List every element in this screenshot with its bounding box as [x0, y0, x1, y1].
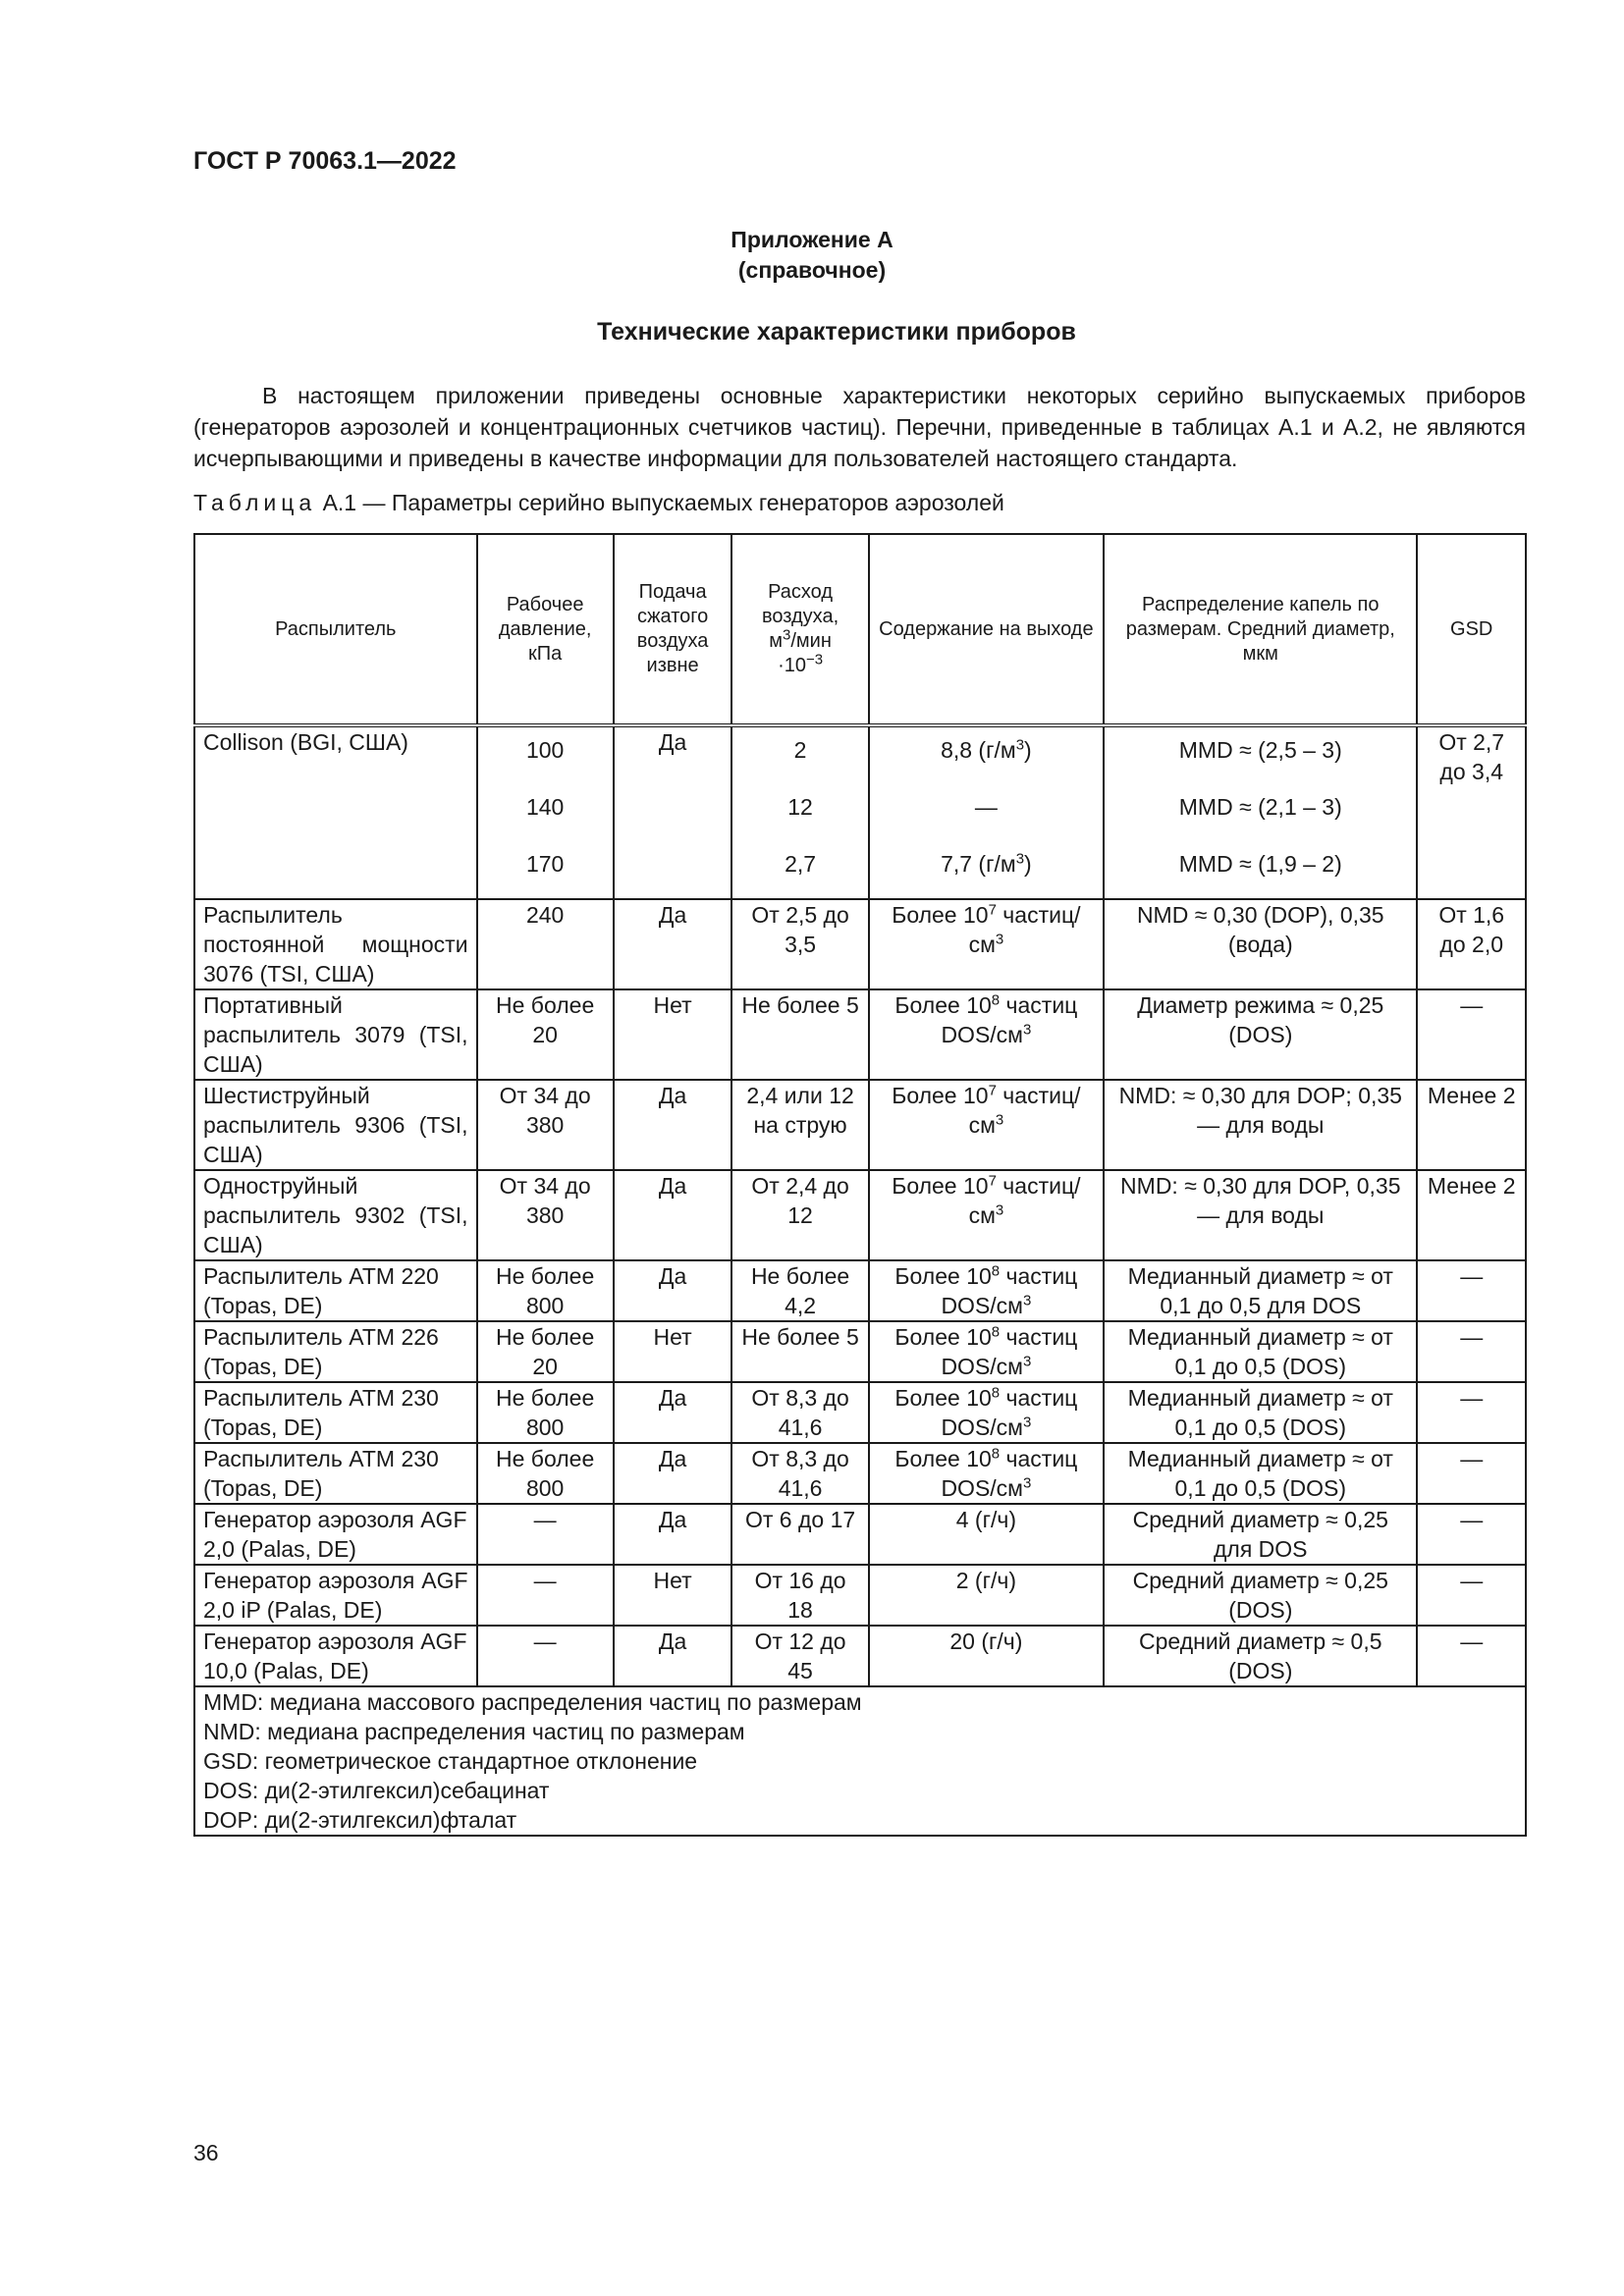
cell-content: 2 (г/ч) [869, 1565, 1104, 1626]
content-text: частиц DOS/см [941, 992, 1078, 1047]
note-line: DOP: ди(2-этилгексил)фталат [203, 1807, 517, 1833]
content-text: Более 10 [894, 992, 992, 1018]
content-sup: 3 [1022, 1353, 1032, 1370]
sub-value: 2,7 [785, 851, 817, 877]
content-text: частиц DOS/см [941, 1263, 1078, 1318]
cell-supply: Нет [614, 989, 732, 1080]
cell-content: 20 (г/ч) [869, 1626, 1104, 1686]
cell-sprayer: Collison (BGI, США) [194, 725, 477, 899]
cell-pressure: — [477, 1565, 614, 1626]
cell-supply: Да [614, 1504, 732, 1565]
header-gsd: GSD [1417, 534, 1526, 725]
cell-gsd: Менее 2 [1417, 1170, 1526, 1260]
note-line: GSD: геометрическое стандартное отклонение [203, 1748, 698, 1774]
cell-airflow: Не более 5 [731, 1321, 868, 1382]
cell-airflow: Не более 4,2 [731, 1260, 868, 1321]
table-row [194, 899, 1526, 989]
cell-content: 4 (г/ч) [869, 1504, 1104, 1565]
cell-content [869, 725, 1104, 899]
cell-pressure: От 34 до 380 [477, 1170, 614, 1260]
cell-supply: Да [614, 1170, 732, 1260]
sub-value [878, 727, 1095, 784]
table-row [194, 1443, 1526, 1504]
cell-gsd: — [1417, 989, 1526, 1080]
table-row [194, 1504, 1526, 1565]
cell-airflow: От 6 до 17 [731, 1504, 868, 1565]
cell-sprayer: Портативный распылитель 3079 (TSI, США) [194, 989, 477, 1080]
note-line: NMD: медиана распределения частиц по размерам [203, 1719, 745, 1744]
content-text: Более 10 [894, 1385, 992, 1411]
table-row [194, 989, 1526, 1080]
cell-sprayer: Генератор аэрозоля AGF 10,0 (Palas, DE) [194, 1626, 477, 1686]
content-text: Более 10 [892, 1173, 989, 1199]
cell-supply: Нет [614, 1565, 732, 1626]
content-sup: 8 [991, 1445, 1001, 1463]
cell-pressure: — [477, 1504, 614, 1565]
content-sup: 8 [991, 1323, 1001, 1341]
cell-distribution: Медианный диаметр ≈ от 0,1 до 0,5 (DOS) [1104, 1382, 1417, 1443]
header-supply: Подача сжатого воздуха извне [614, 534, 732, 725]
table-row [194, 1321, 1526, 1382]
sub-value [878, 841, 1095, 898]
table-notes [194, 1686, 1526, 1836]
header-airflow-unit-rest: /мин [790, 630, 832, 652]
sub-value: 2 [793, 737, 807, 763]
cell-distribution: Медианный диаметр ≈ от 0,1 до 0,5 для DOS [1104, 1260, 1417, 1321]
table-row [194, 1382, 1526, 1443]
cell-content [869, 1321, 1104, 1382]
cell-gsd: От 1,6 до 2,0 [1417, 899, 1526, 989]
cell-sprayer: Распылитель постоянной мощности 3076 (TSI, США) [194, 899, 477, 989]
cell-supply: Нет [614, 1321, 732, 1382]
content-text: частиц DOS/см [941, 1385, 1078, 1440]
content-text: частиц/см [968, 902, 1081, 957]
cell-distribution: Средний диаметр ≈ 0,25 для DOS [1104, 1504, 1417, 1565]
cell-gsd: — [1417, 1260, 1526, 1321]
cell-sprayer: Генератор аэрозоля AGF 2,0 iP (Palas, DE) [194, 1565, 477, 1626]
cell-sprayer: Генератор аэрозоля AGF 2,0 (Palas, DE) [194, 1504, 477, 1565]
cell-distribution: NMD ≈ 0,30 (DOP), 0,35 (вода) [1104, 899, 1417, 989]
table-row [194, 1260, 1526, 1321]
cell-content [869, 1260, 1104, 1321]
content-sup: 3 [995, 931, 1004, 948]
cell-distribution: Диаметр режима ≈ 0,25 (DOS) [1104, 989, 1417, 1080]
cell-airflow: 2,4 или 12 на струю [731, 1080, 868, 1170]
content-text: Более 10 [894, 1446, 992, 1471]
content-sup: 3 [1022, 1021, 1032, 1039]
header-airflow-unit-sup: 3 [783, 626, 791, 644]
header-airflow-mult: ·10 [778, 655, 806, 676]
note-line: MMD: медиана массового распределения частиц по размерам [203, 1689, 862, 1715]
cell-gsd: От 2,7 до 3,4 [1417, 725, 1526, 899]
content-sup: 3 [995, 1201, 1004, 1219]
cell-distribution: Средний диаметр ≈ 0,25 (DOS) [1104, 1565, 1417, 1626]
cell-distribution: Медианный диаметр ≈ от 0,1 до 0,5 (DOS) [1104, 1443, 1417, 1504]
cell-supply: Да [614, 725, 732, 899]
sub-value: 170 [525, 851, 565, 877]
cell-supply: Да [614, 899, 732, 989]
content-text: частиц DOS/см [941, 1324, 1078, 1379]
page-number: 36 [193, 2140, 219, 2165]
cell-sprayer: Распылитель ATM 230 (Topas, DE) [194, 1382, 477, 1443]
header-airflow-unit: м [769, 630, 783, 652]
content-text: Более 10 [892, 902, 989, 928]
cell-airflow: От 8,3 до 41,6 [731, 1382, 868, 1443]
header-airflow [731, 534, 868, 725]
table-row [194, 1565, 1526, 1626]
cell-distribution: NMD: ≈ 0,30 для DOP, 0,35 — для воды [1104, 1170, 1417, 1260]
cell-supply: Да [614, 1080, 732, 1170]
cell-sprayer: Распылитель ATM 226 (Topas, DE) [194, 1321, 477, 1382]
content-text: Более 10 [894, 1324, 992, 1350]
cell-airflow: От 16 до 18 [731, 1565, 868, 1626]
content-sup: 3 [1015, 850, 1025, 868]
cell-gsd: Менее 2 [1417, 1080, 1526, 1170]
content-sup: 3 [1015, 736, 1025, 754]
cell-supply: Да [614, 1626, 732, 1686]
content-text: Более 10 [894, 1263, 992, 1289]
section-title: Технические характеристики приборов [597, 318, 1076, 346]
content-text: ) [1024, 851, 1032, 877]
cell-distribution: NMD: ≈ 0,30 для DOP; 0,35 — для воды [1104, 1080, 1417, 1170]
content-text: 7,7 (г/м [941, 851, 1016, 877]
content-text: 8,8 (г/м [941, 737, 1016, 763]
cell-airflow: От 8,3 до 41,6 [731, 1443, 868, 1504]
cell-gsd: — [1417, 1504, 1526, 1565]
note-line: DOS: ди(2-этилгексил)себацинат [203, 1778, 550, 1803]
table-row [194, 725, 1526, 899]
table-row [194, 1626, 1526, 1686]
intro-paragraph: В настоящем приложении приведены основные характеристики некоторых серийно выпускаемых приборов (генераторов аэрозолей и концентрационных счетчиков частиц). Перечни, приведенные в таблицах А.1 и А.2, не являются исчерпывающими и приведены в качестве информации для пользователей настоящего стандарта. [193, 383, 1526, 471]
cell-pressure [477, 725, 614, 899]
cell-sprayer: Шестиструйный распылитель 9306 (TSI, США) [194, 1080, 477, 1170]
content-text: частиц/см [968, 1083, 1081, 1138]
cell-airflow: От 2,4 до 12 [731, 1170, 868, 1260]
cell-pressure: Не более 20 [477, 989, 614, 1080]
header-airflow-line1: Расход воздуха, [761, 581, 839, 627]
cell-pressure: — [477, 1626, 614, 1686]
content-sup: 8 [991, 1262, 1001, 1280]
cell-airflow [731, 725, 868, 899]
document-code: ГОСТ Р 70063.1—2022 [193, 147, 457, 175]
content-sup: 7 [988, 1082, 997, 1099]
content-sup: 7 [988, 1172, 997, 1190]
content-sup: 3 [1022, 1292, 1032, 1309]
cell-pressure: От 34 до 380 [477, 1080, 614, 1170]
table-row [194, 1080, 1526, 1170]
cell-content [869, 1382, 1104, 1443]
aerosol-generators-table [193, 533, 1527, 1837]
sub-value: MMD ≈ (2,1 – 3) [1178, 794, 1342, 820]
cell-pressure: Не более 800 [477, 1382, 614, 1443]
cell-sprayer: Распылитель ATM 230 (Topas, DE) [194, 1443, 477, 1504]
table-caption-prefix: Таблица [193, 490, 317, 515]
table-caption [193, 490, 1004, 516]
sub-value: — [974, 794, 998, 820]
content-sup: 8 [991, 991, 1001, 1009]
cell-supply: Да [614, 1443, 732, 1504]
table-header-row [194, 534, 1526, 725]
header-distribution: Распределение капель по размерам. Средний диаметр, мкм [1104, 534, 1417, 725]
sub-value: MMD ≈ (2,5 – 3) [1178, 737, 1342, 763]
sub-value: 100 [525, 737, 565, 763]
table-notes-row [194, 1686, 1526, 1836]
annex-title: Приложение А [731, 227, 893, 252]
cell-gsd: — [1417, 1626, 1526, 1686]
table-caption-text: А.1 — Параметры серийно выпускаемых генераторов аэрозолей [322, 490, 1004, 515]
cell-sprayer: Распылитель ATM 220 (Topas, DE) [194, 1260, 477, 1321]
cell-content [869, 899, 1104, 989]
cell-gsd: — [1417, 1443, 1526, 1504]
cell-pressure: Не более 800 [477, 1260, 614, 1321]
sub-value: 140 [525, 794, 565, 820]
content-sup: 3 [995, 1111, 1004, 1129]
content-sup: 8 [991, 1384, 1001, 1402]
cell-distribution [1104, 725, 1417, 899]
content-sup: 3 [1022, 1474, 1032, 1492]
cell-airflow: Не более 5 [731, 989, 868, 1080]
cell-sprayer: Одноструйный распылитель 9302 (TSI, США) [194, 1170, 477, 1260]
header-output-content: Содержание на выходе [869, 534, 1104, 725]
cell-airflow: От 12 до 45 [731, 1626, 868, 1686]
header-airflow-mult-sup: −3 [805, 651, 824, 668]
content-sup: 7 [988, 901, 997, 919]
cell-content [869, 1170, 1104, 1260]
cell-content [869, 1443, 1104, 1504]
cell-pressure: Не более 20 [477, 1321, 614, 1382]
sub-value: 12 [787, 794, 813, 820]
annex-subtitle: (справочное) [737, 257, 887, 283]
cell-supply: Да [614, 1260, 732, 1321]
header-sprayer: Распылитель [194, 534, 477, 725]
cell-distribution: Средний диаметр ≈ 0,5 (DOS) [1104, 1626, 1417, 1686]
cell-distribution: Медианный диаметр ≈ от 0,1 до 0,5 (DOS) [1104, 1321, 1417, 1382]
cell-pressure: Не более 800 [477, 1443, 614, 1504]
cell-airflow: От 2,5 до 3,5 [731, 899, 868, 989]
cell-content [869, 1080, 1104, 1170]
cell-gsd: — [1417, 1382, 1526, 1443]
table-row [194, 1170, 1526, 1260]
cell-gsd: — [1417, 1321, 1526, 1382]
cell-supply: Да [614, 1382, 732, 1443]
content-text: ) [1024, 737, 1032, 763]
header-pressure: Рабочее давление, кПа [477, 534, 614, 725]
content-text: частиц/см [968, 1173, 1081, 1228]
content-sup: 3 [1022, 1414, 1032, 1431]
cell-content [869, 989, 1104, 1080]
cell-pressure: 240 [477, 899, 614, 989]
content-text: Более 10 [892, 1083, 989, 1108]
cell-gsd: — [1417, 1565, 1526, 1626]
sub-value: MMD ≈ (1,9 – 2) [1178, 851, 1342, 877]
content-text: частиц DOS/см [941, 1446, 1078, 1501]
